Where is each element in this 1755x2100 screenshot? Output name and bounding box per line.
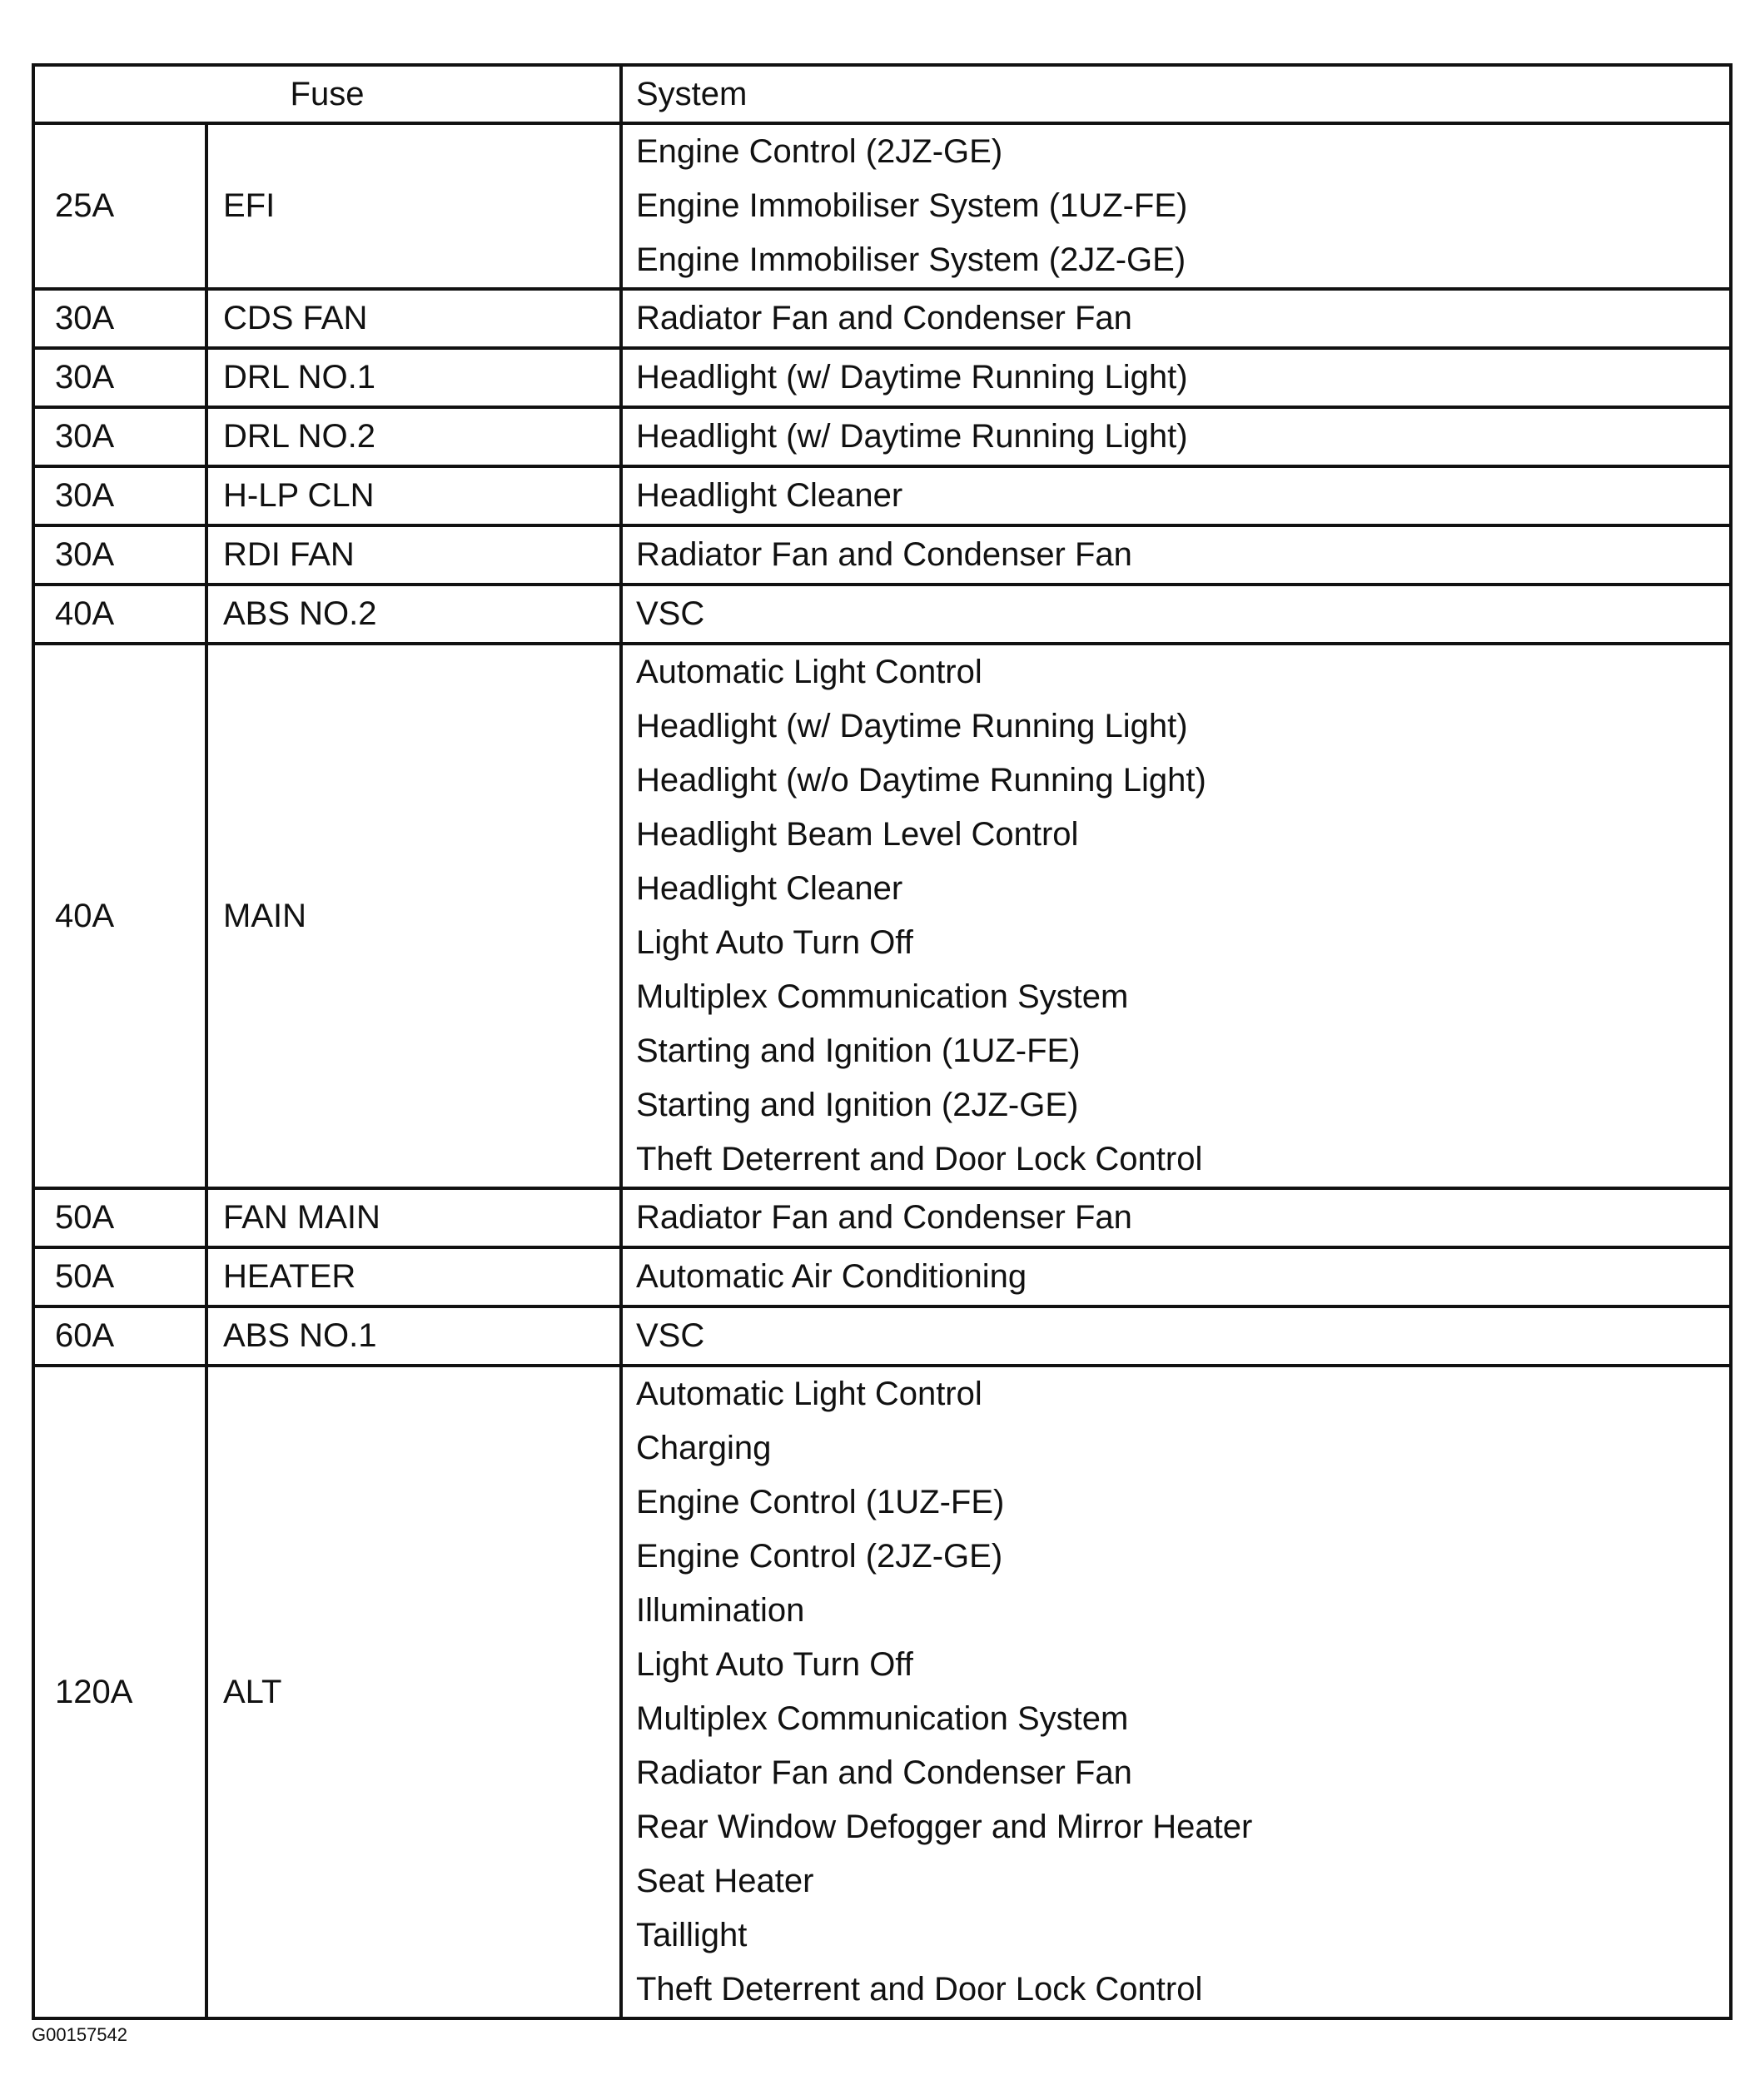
header-fuse: Fuse [33, 65, 621, 123]
fuse-name: HEATER [206, 1247, 621, 1306]
system-item: Radiator Fan and Condenser Fan [636, 1199, 1132, 1236]
fuse-amperage: 40A [33, 644, 206, 1188]
header-row [33, 65, 1731, 123]
system-item: Headlight Beam Level Control [636, 816, 1079, 853]
system-item: Radiator Fan and Condenser Fan [636, 300, 1132, 336]
system-list [621, 466, 1731, 525]
system-item: Light Auto Turn Off [636, 924, 913, 961]
fuse-name: DRL NO.1 [206, 348, 621, 407]
system-item: Headlight (w/o Daytime Running Light) [636, 762, 1206, 799]
fuse-amperage: 30A [33, 525, 206, 585]
system-item: Engine Immobiliser System (1UZ-FE) [636, 187, 1188, 224]
system-list [621, 525, 1731, 585]
table-row [33, 1188, 1731, 1247]
fuse-name: FAN MAIN [206, 1188, 621, 1247]
system-item: Multiplex Communication System [636, 978, 1129, 1015]
fuse-amperage: 30A [33, 407, 206, 466]
system-item: Radiator Fan and Condenser Fan [636, 536, 1132, 573]
fuse-amperage: 25A [33, 123, 206, 289]
fuse-name: RDI FAN [206, 525, 621, 585]
table-row [33, 644, 1731, 1188]
system-item: Illumination [636, 1592, 805, 1629]
fuse-name: ALT [206, 1366, 621, 2018]
system-item: Radiator Fan and Condenser Fan [636, 1754, 1132, 1791]
fuse-name: EFI [206, 123, 621, 289]
system-item: Engine Immobiliser System (2JZ-GE) [636, 241, 1186, 278]
system-item: Starting and Ignition (2JZ-GE) [636, 1087, 1079, 1123]
system-list [621, 123, 1731, 289]
system-item: Taillight [636, 1917, 748, 1953]
fuse-table [32, 63, 1733, 2020]
system-list [621, 644, 1731, 1188]
system-item: Automatic Air Conditioning [636, 1258, 1027, 1295]
system-list [621, 348, 1731, 407]
fuse-name: ABS NO.1 [206, 1306, 621, 1366]
system-item: VSC [636, 1317, 705, 1354]
fuse-amperage: 50A [33, 1188, 206, 1247]
system-item: Headlight Cleaner [636, 870, 903, 907]
fuse-amperage: 50A [33, 1247, 206, 1306]
system-item: Engine Control (1UZ-FE) [636, 1484, 1005, 1520]
fuse-amperage: 30A [33, 289, 206, 348]
system-item: Light Auto Turn Off [636, 1646, 913, 1683]
system-item: Theft Deterrent and Door Lock Control [636, 1971, 1203, 2008]
header-system: System [621, 65, 1731, 123]
system-list [621, 407, 1731, 466]
system-item: Automatic Light Control [636, 1376, 982, 1412]
system-list [621, 1306, 1731, 1366]
system-item: Engine Control (2JZ-GE) [636, 133, 1003, 170]
figure-code: G00157542 [32, 2024, 127, 2045]
table-row [33, 348, 1731, 407]
system-item: Theft Deterrent and Door Lock Control [636, 1141, 1203, 1177]
system-item: Automatic Light Control [636, 654, 982, 690]
table-row [33, 123, 1731, 289]
system-item: Rear Window Defogger and Mirror Heater [636, 1809, 1253, 1845]
system-list [621, 1366, 1731, 2018]
system-list [621, 1188, 1731, 1247]
system-item: Starting and Ignition (1UZ-FE) [636, 1033, 1081, 1069]
system-list [621, 585, 1731, 644]
table-header [33, 65, 1731, 123]
fuse-name: CDS FAN [206, 289, 621, 348]
system-item: Headlight (w/ Daytime Running Light) [636, 708, 1188, 744]
system-item: Engine Control (2JZ-GE) [636, 1538, 1003, 1575]
table-body [33, 123, 1731, 2018]
system-item: Headlight (w/ Daytime Running Light) [636, 418, 1188, 455]
system-list [621, 1247, 1731, 1306]
system-item: Headlight (w/ Daytime Running Light) [636, 359, 1188, 396]
table-row [33, 1366, 1731, 2018]
system-list [621, 289, 1731, 348]
table-row [33, 289, 1731, 348]
fuse-name: H-LP CLN [206, 466, 621, 525]
table-row [33, 466, 1731, 525]
fuse-name: ABS NO.2 [206, 585, 621, 644]
table-row [33, 585, 1731, 644]
system-item: Headlight Cleaner [636, 477, 903, 514]
system-item: Seat Heater [636, 1863, 814, 1899]
fuse-amperage: 60A [33, 1306, 206, 1366]
system-item: Charging [636, 1430, 772, 1466]
fuse-amperage: 40A [33, 585, 206, 644]
fuse-amperage: 120A [33, 1366, 206, 2018]
table-row [33, 1247, 1731, 1306]
fuse-amperage: 30A [33, 348, 206, 407]
fuse-name: MAIN [206, 644, 621, 1188]
system-item: VSC [636, 595, 705, 632]
fuse-name: DRL NO.2 [206, 407, 621, 466]
table-row [33, 1306, 1731, 1366]
system-item: Multiplex Communication System [636, 1700, 1129, 1737]
fuse-amperage: 30A [33, 466, 206, 525]
table-row [33, 407, 1731, 466]
table-row [33, 525, 1731, 585]
